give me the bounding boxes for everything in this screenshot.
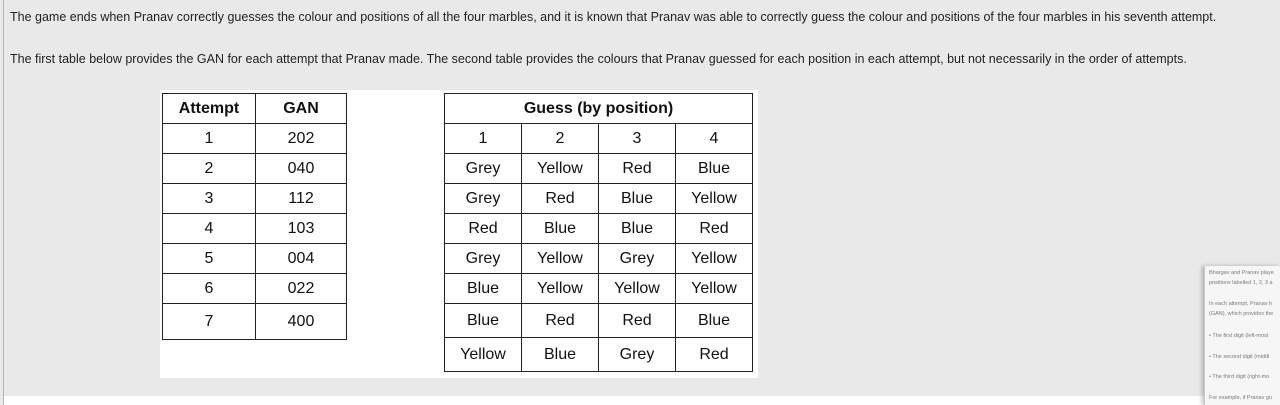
thumbnail-line: • The third digit (right-mo — [1209, 374, 1270, 380]
colour-cell: Yellow — [676, 274, 753, 304]
attempt-cell: 5 — [163, 244, 256, 274]
thumbnail-line: • The first digit (left-most — [1209, 333, 1269, 339]
guess-table — [444, 93, 753, 372]
table-row — [445, 304, 753, 338]
colour-cell: Yellow — [522, 274, 599, 304]
guess-table-title: Guess (by position) — [445, 94, 753, 124]
attempt-cell: 6 — [163, 274, 256, 304]
colour-cell: Grey — [599, 338, 676, 372]
thumbnail-line: (GAN), which provides the — [1209, 311, 1274, 317]
colour-cell: Yellow — [676, 184, 753, 214]
thumbnail-line: positions labelled 1, 2, 3 a — [1209, 280, 1273, 286]
colour-cell: Blue — [676, 304, 753, 338]
table-row — [163, 274, 347, 304]
colour-cell: Blue — [522, 214, 599, 244]
page-thumbnail-preview[interactable] — [1204, 266, 1280, 405]
colour-cell: Yellow — [599, 274, 676, 304]
table-row — [163, 154, 347, 184]
colour-cell: Blue — [445, 304, 522, 338]
table-row — [445, 244, 753, 274]
attempt-cell: 7 — [163, 304, 256, 340]
thumbnail-line: • The second digit (middl — [1209, 354, 1270, 360]
colour-cell: Red — [599, 304, 676, 338]
paragraph-table-intro: The first table below provides the GAN for each attempt that Pranav made. The second table provides the colours that Pranav guessed for each position in each attempt, but not necessarily in the order of attempts. — [10, 52, 1187, 66]
header-attempt: Attempt — [163, 94, 256, 124]
paragraph-game-end: The game ends when Pranav correctly guesses the colour and positions of all the four marbles, and it is known that Pranav was able to correctly guess the colour and positions of the four marbles in his seventh attempt. — [10, 10, 1217, 24]
colour-cell: Yellow — [522, 244, 599, 274]
colour-cell: Red — [522, 184, 599, 214]
colour-cell: Red — [676, 338, 753, 372]
thumbnail-line: Bhargav and Pranav playe — [1209, 270, 1274, 276]
attempt-cell: 3 — [163, 184, 256, 214]
colour-cell: Blue — [599, 184, 676, 214]
table-header-row — [163, 94, 347, 124]
colour-cell: Red — [522, 304, 599, 338]
table-row — [163, 214, 347, 244]
colour-cell: Grey — [599, 244, 676, 274]
table-row — [163, 124, 347, 154]
table-row — [163, 304, 347, 340]
colour-cell: Blue — [522, 338, 599, 372]
position-header: 1 — [445, 124, 522, 154]
colour-cell: Red — [599, 154, 676, 184]
gan-cell: 400 — [256, 304, 347, 340]
attempt-cell: 1 — [163, 124, 256, 154]
gan-cell: 202 — [256, 124, 347, 154]
colour-cell: Grey — [445, 154, 522, 184]
thumbnail-line: In each attempt, Pranav h — [1209, 301, 1272, 307]
table-row — [163, 244, 347, 274]
gan-cell: 103 — [256, 214, 347, 244]
gan-cell: 022 — [256, 274, 347, 304]
position-header: 4 — [676, 124, 753, 154]
colour-cell: Blue — [676, 154, 753, 184]
colour-cell: Red — [445, 214, 522, 244]
colour-cell: Blue — [445, 274, 522, 304]
table-row — [445, 338, 753, 372]
table-row — [445, 154, 753, 184]
left-border — [3, 0, 4, 405]
colour-cell: Blue — [599, 214, 676, 244]
positions-row — [445, 124, 753, 154]
gan-table — [162, 93, 347, 340]
table-title-row — [445, 94, 753, 124]
table-row — [445, 184, 753, 214]
gan-cell: 004 — [256, 244, 347, 274]
table-row — [163, 184, 347, 214]
thumbnail-line: For example, if Pranav gu — [1209, 395, 1272, 401]
colour-cell: Red — [676, 214, 753, 244]
colour-cell: Grey — [445, 184, 522, 214]
colour-cell: Yellow — [676, 244, 753, 274]
position-header: 2 — [522, 124, 599, 154]
header-gan: GAN — [256, 94, 347, 124]
gan-cell: 040 — [256, 154, 347, 184]
attempt-cell: 4 — [163, 214, 256, 244]
colour-cell: Yellow — [445, 338, 522, 372]
bottom-band — [4, 396, 1204, 405]
colour-cell: Yellow — [522, 154, 599, 184]
table-row — [445, 274, 753, 304]
position-header: 3 — [599, 124, 676, 154]
gan-cell: 112 — [256, 184, 347, 214]
table-row — [445, 214, 753, 244]
colour-cell: Grey — [445, 244, 522, 274]
attempt-cell: 2 — [163, 154, 256, 184]
